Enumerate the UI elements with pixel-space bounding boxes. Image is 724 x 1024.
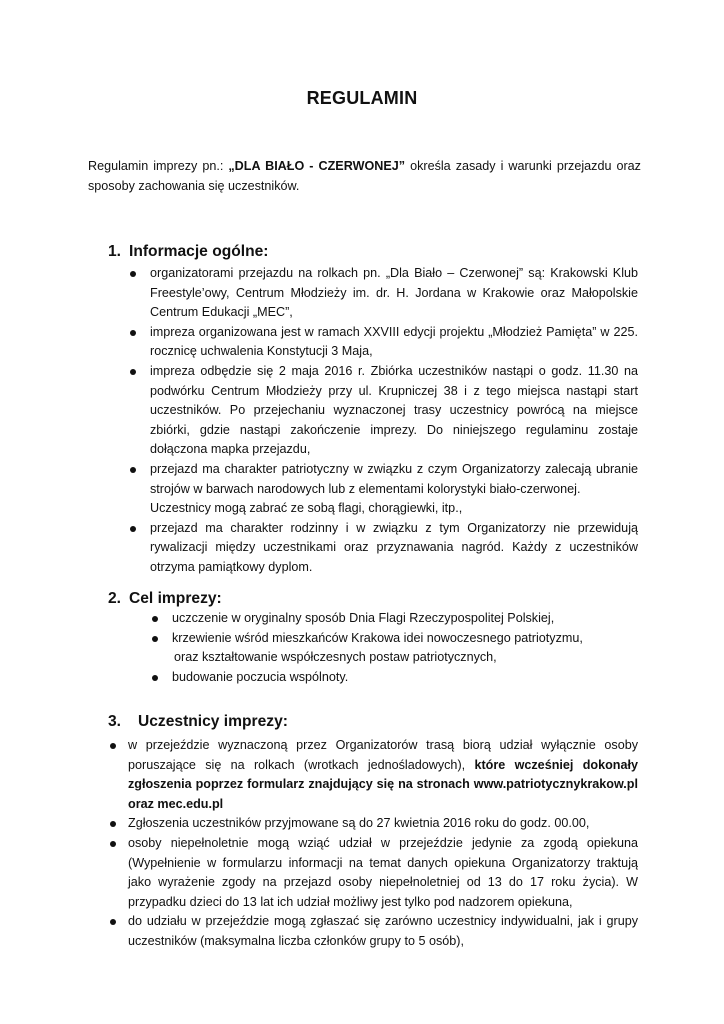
- bullet-icon: [130, 369, 136, 375]
- section-3-list: [128, 736, 638, 952]
- bullet-icon: [152, 675, 158, 681]
- list-item-text: organizatorami przejazdu na rolkach pn. „Dla Biało – Czerwonej” są: Krakowski Klub Freestyle’owy, Centrum Młodzieży im. dr. H. Jordana w Krakowie oraz Małopolskie Centrum Edukacji „MEC”,: [150, 266, 638, 320]
- list-item: [172, 609, 632, 629]
- intro-paragraph: [88, 157, 641, 196]
- list-item: [150, 264, 638, 323]
- list-item: [128, 736, 638, 814]
- intro-suffix: określa zasady i warunki przejazdu oraz sposoby zachowania się uczestników.: [88, 159, 641, 193]
- list-item: [172, 668, 632, 688]
- section-1-heading: [108, 242, 269, 262]
- section-title: Cel imprezy:: [129, 590, 222, 607]
- list-item-continuation: Uczestnicy mogą zabrać ze sobą flagi, chorągiewki, itp.,: [150, 501, 463, 516]
- section-title: Uczestnicy imprezy:: [138, 713, 288, 730]
- list-item-text: uczczenie w oryginalny sposób Dnia Flagi Rzeczypospolitej Polskiej,: [172, 611, 555, 625]
- list-item-text: impreza organizowana jest w ramach XXVIII edycji projektu „Młodzież Pamięta” w 225. rocznicę uchwalenia Konstytucji 3 Maja,: [150, 324, 638, 359]
- list-item-text: przejazd ma charakter rodzinny i w związku z tym Organizatorzy nie przewidują rywalizacji między uczestnikami oraz przyznawania nagród. Każdy z uczestników otrzyma pamiątkowy dyplom.: [150, 520, 638, 574]
- list-item-text: osoby niepełnoletnie mogą wziąć udział w przejeździe jedynie za zgodą opiekuna (Wypełnienie w formularzu informacji na temat danych opiekuna Organizatorzy traktują jako wyrażenie zgody na przejazd osoby niepełnoletniej od 13 do 17 roku życia). W przypadku dzieci do 13 lat ich udział możliwy jest tylko pod nadzorem opiekuna,: [128, 835, 638, 909]
- section-title: Informacje ogólne:: [129, 243, 269, 260]
- section-3-heading: [108, 712, 288, 732]
- bullet-icon: [130, 330, 136, 336]
- list-item-text: do udziału w przejeździe mogą zgłaszać się zarówno uczestnicy indywidualni, jak i grupy uczestników (maksymalna liczba członków grupy to 5 osób),: [128, 914, 638, 948]
- list-item-text: w przejeździe wyznaczoną przez Organizatorów trasą biorą udział wyłącznie osoby poruszające się na rolkach (wrotkach jednośladowych),: [128, 738, 638, 772]
- bullet-icon: [130, 271, 136, 277]
- list-item-text: Zgłoszenia uczestników przyjmowane są do 27 kwietnia 2016 roku do godz. 00.00,: [128, 816, 590, 831]
- intro-prefix: Regulamin imprezy pn.:: [88, 159, 229, 173]
- bullet-icon: [152, 616, 158, 622]
- list-item: [150, 362, 638, 460]
- section-2-list: [172, 609, 632, 687]
- list-item: [150, 323, 638, 362]
- section-1-list: [150, 264, 638, 578]
- bullet-icon: [110, 743, 116, 749]
- section-2-heading: [108, 589, 222, 609]
- bullet-icon: [152, 636, 158, 642]
- list-item: [128, 912, 638, 951]
- bullet-icon: [110, 821, 116, 827]
- list-item: [128, 814, 638, 834]
- list-item-text: przejazd ma charakter patriotyczny w związku z czym Organizatorzy zalecają ubranie strojów w barwach narodowych lub z elementami kolorystyki biało-czerwonej.: [150, 461, 638, 496]
- list-item-bold-text: które wcześniej dokonały zgłoszenia poprzez formularz znajdujący się na stronach www.patriotycznykrakow.pl oraz mec.edu.pl: [128, 757, 638, 811]
- list-item-text: budowanie poczucia wspólnoty.: [172, 669, 349, 684]
- list-item-continuation: oraz kształtowanie współczesnych postaw patriotycznych,: [174, 650, 497, 665]
- bullet-icon: [110, 841, 116, 847]
- event-name: „DLA BIAŁO - CZERWONEJ”: [228, 159, 406, 173]
- section-number: 3.: [108, 713, 122, 730]
- section-number: 1.: [108, 243, 122, 260]
- list-item-text: impreza odbędzie się 2 maja 2016 r. Zbiórka uczestników nastąpi o godz. 11.30 na podwórku Centrum Młodzieży przy ul. Krupniczej 38 i z tego miejsca nastąpi start uczestników. Po przejechaniu wyznaczonej trasy uczestnicy powrócą na miejsce zbiórki, gdzie nastąpi zakończenie imprezy. Do niniejszego regulaminu zostaje dołączona mapka przejazdu,: [150, 363, 638, 457]
- list-item: [150, 460, 638, 519]
- list-item: [172, 629, 632, 668]
- list-item: [128, 834, 638, 912]
- list-item-text: krzewienie wśród mieszkańców Krakowa idei nowoczesnego patriotyzmu,: [172, 630, 583, 645]
- bullet-icon: [130, 467, 136, 473]
- section-number: 2.: [108, 590, 122, 607]
- bullet-icon: [130, 526, 136, 532]
- bullet-icon: [110, 919, 116, 925]
- list-item: [150, 519, 638, 578]
- document-title: REGULAMIN: [306, 88, 418, 108]
